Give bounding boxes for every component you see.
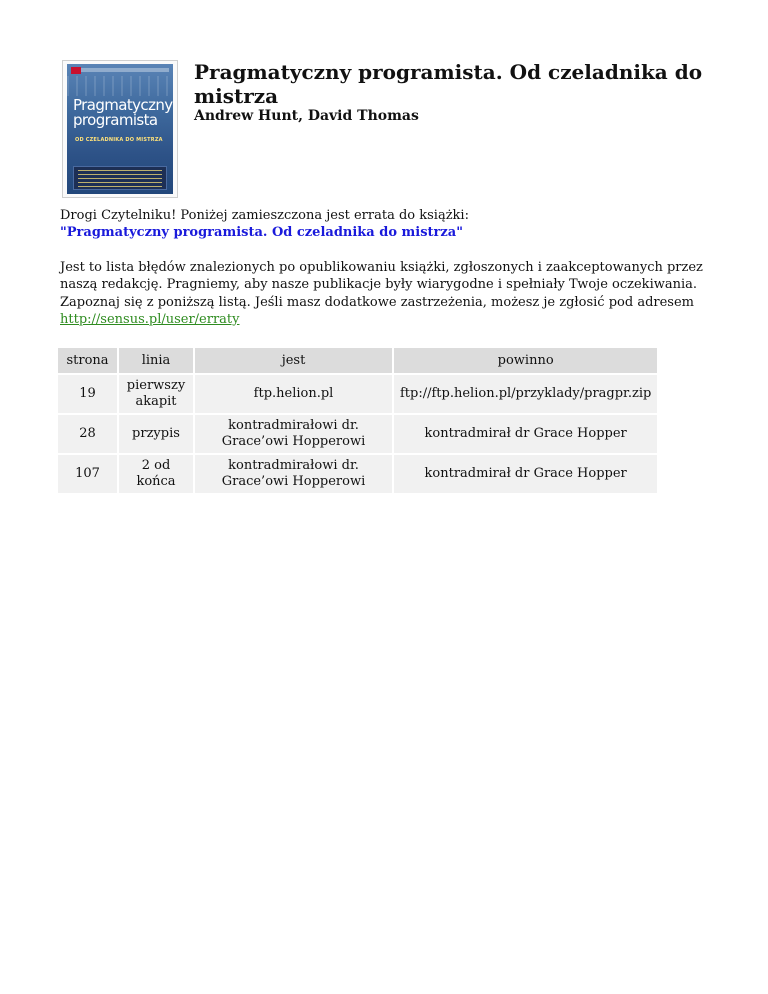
cell-should: kontradmirał dr Grace Hopper xyxy=(394,455,657,493)
cell-line: 2 od końca xyxy=(119,455,193,493)
book-cover-image xyxy=(67,64,173,194)
cell-should: ftp://ftp.helion.pl/przyklady/pragpr.zip xyxy=(394,375,657,413)
intro-greeting: Drogi Czytelniku! Poniżej zamieszczona jest errata do książki: xyxy=(60,208,469,223)
cover-pattern xyxy=(67,76,173,96)
cell-page: 19 xyxy=(58,375,117,413)
header-is: jest xyxy=(195,348,392,373)
cell-should: kontradmirał dr Grace Hopper xyxy=(394,415,657,453)
intro-body-line: Zapoznaj się z poniższą listą. Jeśli masz dodatkowe zastrzeżenia, możesz je zgłosić pod adresem xyxy=(60,294,694,310)
cell-page: 28 xyxy=(58,415,117,453)
cell-is: ftp.helion.pl xyxy=(195,375,392,413)
errata-table xyxy=(56,346,659,495)
table-row xyxy=(58,455,657,493)
cover-subtitle: OD CZELADNIKA DO MISTRZA xyxy=(75,137,163,143)
book-title: Pragmatyczny programista. Od czeladnika do mistrza xyxy=(194,60,703,108)
table-row xyxy=(58,415,657,453)
cell-page: 107 xyxy=(58,455,117,493)
header-page: strona xyxy=(58,348,117,373)
cover-blurb-box xyxy=(73,166,167,190)
header-should: powinno xyxy=(394,348,657,373)
book-cover-frame xyxy=(62,60,178,198)
cell-is: kontradmirałowi dr. Grace’owi Hopperowi xyxy=(195,455,392,493)
table-row xyxy=(58,375,657,413)
cell-line: przypis xyxy=(119,415,193,453)
publisher-logo-icon xyxy=(71,67,81,74)
errata-report-link[interactable]: http://sensus.pl/user/erraty xyxy=(60,311,240,327)
header-line: linia xyxy=(119,348,193,373)
book-authors: Andrew Hunt, David Thomas xyxy=(194,108,419,124)
cover-title: Pragmatyczny programista xyxy=(73,96,173,129)
intro-body xyxy=(60,259,720,328)
book-title-link[interactable]: "Pragmatyczny programista. Od czeladnika do mistrza" xyxy=(60,225,463,240)
intro-body-line: Jest to lista błędów znalezionych po opublikowaniu książki, zgłoszonych i zaakceptowanych przez xyxy=(60,260,703,275)
cell-is: kontradmirałowi dr. Grace’owi Hopperowi xyxy=(195,415,392,453)
table-header-row xyxy=(58,348,657,373)
cover-author-strip xyxy=(81,68,169,72)
intro-body-line: naszą redakcję. Pragniemy, aby nasze publikacje były wiarygodne i spełniały Twoje oczekiwania. xyxy=(60,277,698,293)
cell-line: pierwszy akapit xyxy=(119,375,193,413)
